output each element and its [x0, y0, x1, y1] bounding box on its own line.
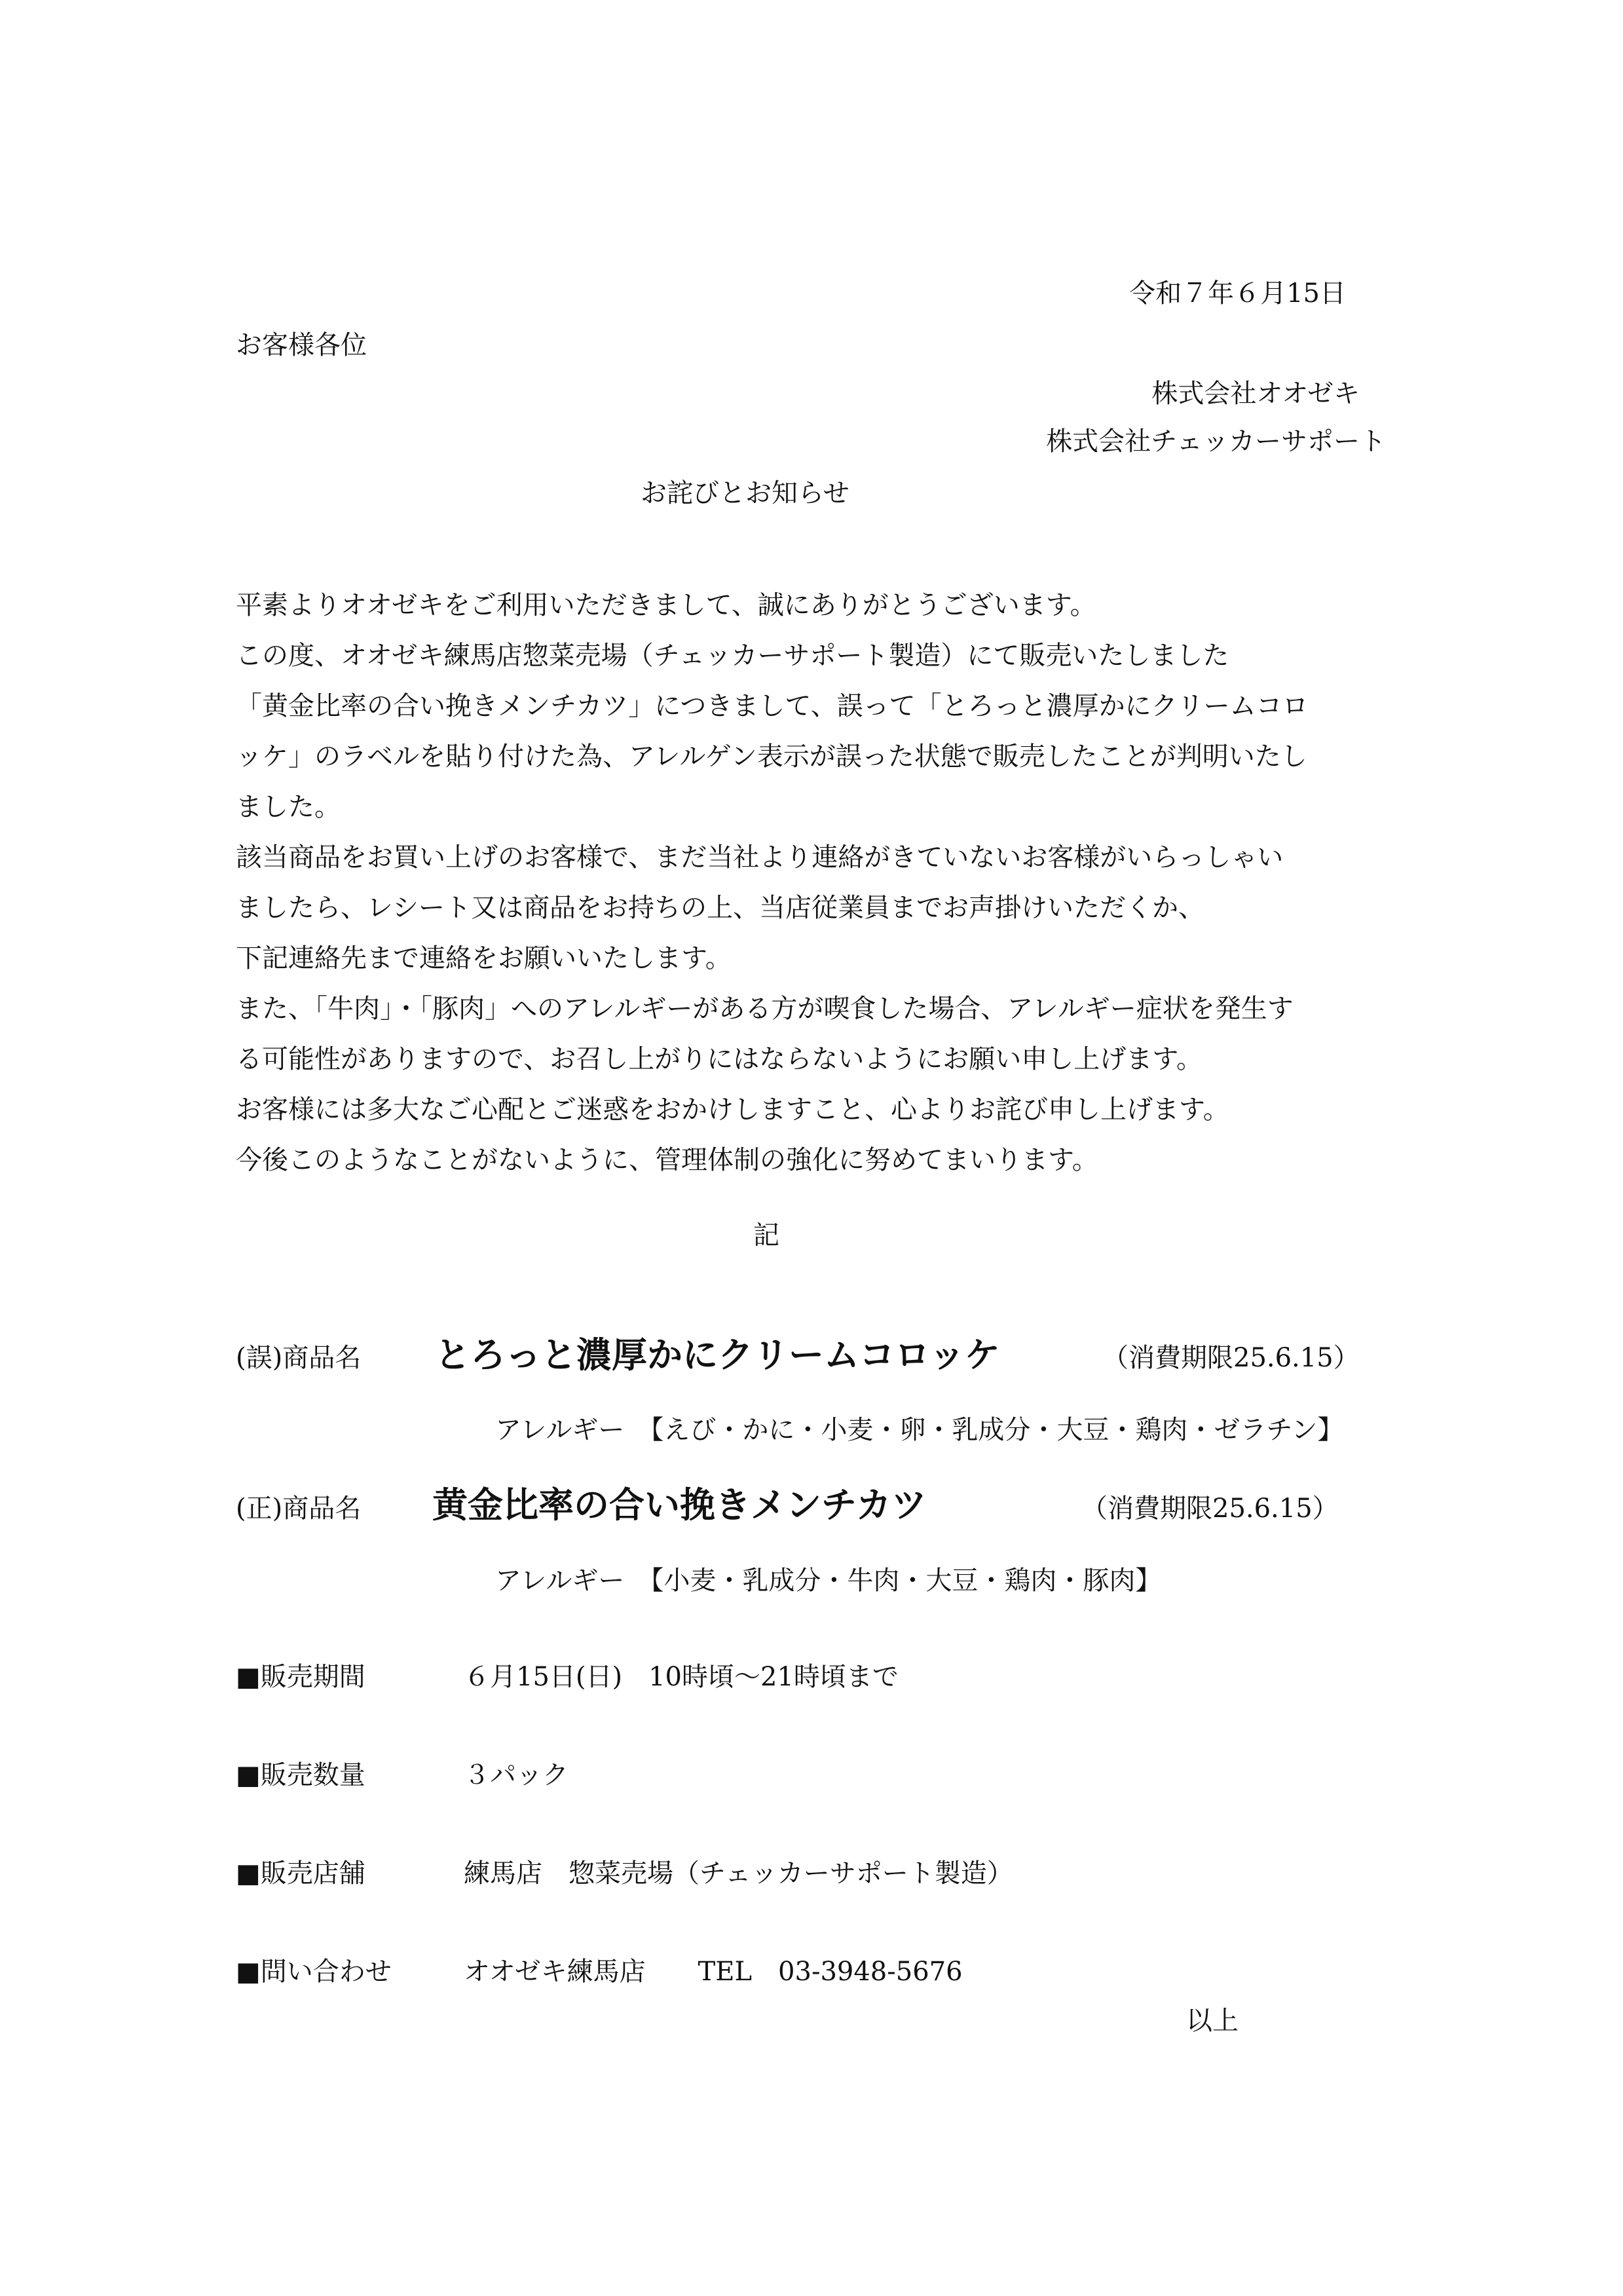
correct-product-expiry: （消費期限25.6.15） — [1081, 1494, 1339, 1524]
body-line: 該当商品をお買い上げのお客様で、まだ当社より連絡がきていないお客様がいらっしゃい — [236, 842, 1284, 873]
body-line: この度、オオゼキ練馬店惣菜売場（チェッカーサポート製造）にて販売いたしました — [236, 641, 1229, 671]
body-line: 下記連絡先まで連絡をお願いいたします。 — [236, 943, 732, 973]
body-line: また、「牛肉」・「豚肉」へのアレルギーがある方が喫食した場合、アレルギー症状を発生す — [236, 994, 1294, 1024]
recipient: お客様各位 — [236, 330, 367, 360]
sales-quantity-value: ３パック — [464, 1760, 569, 1790]
sender-company-2: 株式会社チェッカーサポート — [1046, 426, 1386, 457]
correct-product-label: (正)商品名 — [236, 1494, 362, 1524]
wrong-product-label: (誤)商品名 — [236, 1343, 362, 1373]
sales-period-value: ６月15日(日) 10時頃～21時頃まで — [464, 1662, 899, 1692]
wrong-product-allergy: アレルギー 【えび・かに・小麦・卵・乳成分・大豆・鶏肉・ゼラチン】 — [495, 1415, 1344, 1445]
correct-product-name: 黄金比率の合い挽きメンチカツ — [432, 1484, 927, 1526]
body-line: 平素よりオオゼキをご利用いただきまして、誠にありがとうございます。 — [236, 590, 1096, 620]
notice-date: 令和７年６月15日 — [1129, 278, 1346, 309]
closing-word: 以上 — [1186, 2006, 1239, 2036]
body-line: 今後このようなことがないように、管理体制の強化に努めてまいります。 — [236, 1145, 1098, 1175]
body-line: る可能性がありますので、お召し上がりにはならないようにお願い申し上げます。 — [236, 1044, 1203, 1074]
contact-heading: ■問い合わせ — [236, 1957, 392, 1987]
sales-store-value: 練馬店 惣菜売場（チェッカーサポート製造） — [464, 1858, 1013, 1889]
body-line: お客様には多大なご心配とご迷惑をおかけしますこと、心よりお詫び申し上げます。 — [236, 1095, 1229, 1125]
sender-company-1: 株式会社オオゼキ — [1151, 379, 1360, 409]
wrong-product-expiry: （消費期限25.6.15） — [1102, 1343, 1360, 1373]
sales-quantity-heading: ■販売数量 — [236, 1760, 365, 1790]
body-text — [236, 580, 1402, 1186]
body-line: 「黄金比率の合い挽きメンチカツ」につきまして、誤って「とろっと濃厚かにクリームコロ — [236, 691, 1309, 721]
body-line: ッケ」のラベルを貼り付けた為、アレルゲン表示が誤った状態で販売したことが判明いたし — [236, 742, 1307, 772]
wrong-product-name: とろっと濃厚かにクリームコロッケ — [435, 1334, 1000, 1376]
body-line: ましたら、レシート又は商品をお持ちの上、当店従業員までお声掛けいただくか、 — [236, 893, 1204, 923]
ki-heading: 記 — [753, 1220, 779, 1251]
sales-period-heading: ■販売期間 — [236, 1662, 365, 1692]
body-line: ました。 — [236, 792, 341, 822]
contact-value: オオゼキ練馬店 TEL 03-3948-5676 — [464, 1957, 963, 1987]
sales-store-heading: ■販売店舗 — [236, 1858, 365, 1889]
document-title: お詫びとお知らせ — [641, 478, 849, 508]
correct-product-allergy: アレルギー 【小麦・乳成分・牛肉・大豆・鶏肉・豚肉】 — [495, 1566, 1162, 1596]
